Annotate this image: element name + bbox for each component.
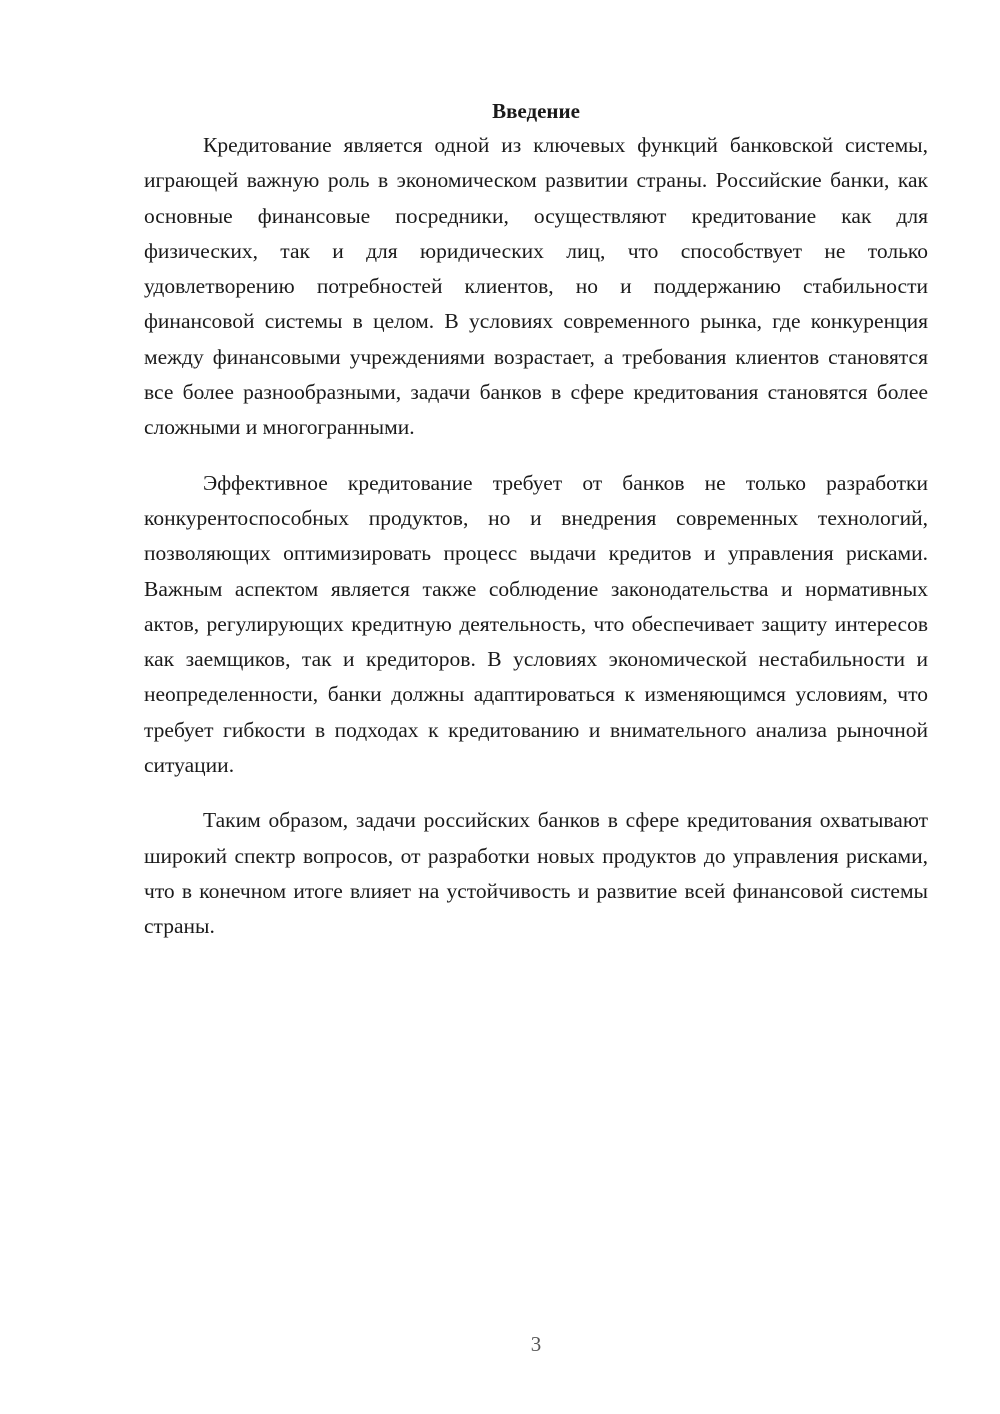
page-number: 3	[530, 1332, 542, 1356]
document-page	[144, 96, 928, 965]
paragraph-1: Кредитование является одной из ключевых функций банковской системы, играющей важную роль в экономическом развитии страны. Российские банки, как основные финансовые посредники, осуществляют кредитование как для физических, так и для юридических лиц, что способствует не только удовлетворению потребностей клиентов, но и поддержанию стабильности финансовой системы в целом. В условиях современного рынка, где конкуренция между финансовыми учреждениями возрастает, а требования клиентов становятся все более разнообразными, задачи банков в сфере кредитования становятся более сложными и многогранными.	[144, 133, 928, 440]
paragraph-2: Эффективное кредитование требует от банков не только разработки конкурентоспособных продуктов, но и внедрения современных технологий, позволяющих оптимизировать процесс выдачи кредитов и управления рисками. Важным аспектом является также соблюдение законодательства и нормативных актов, регулирующих кредитную деятельность, что обеспечивает защиту интересов как заемщиков, так и кредиторов. В условиях экономической нестабильности и неопределенности, банки должны адаптироваться к изменяющимся условиям, что требует гибкости в подходах к кредитованию и внимательного анализа рыночной ситуации.	[144, 470, 928, 778]
section-title: Введение	[492, 99, 580, 123]
paragraph-3: Таким образом, задачи российских банков в сфере кредитования охватывают широкий спектр вопросов, от разработки новых продуктов до управления рисками, что в конечном итоге влияет на устойчивость и развитие всей финансовой системы страны.	[144, 808, 928, 939]
